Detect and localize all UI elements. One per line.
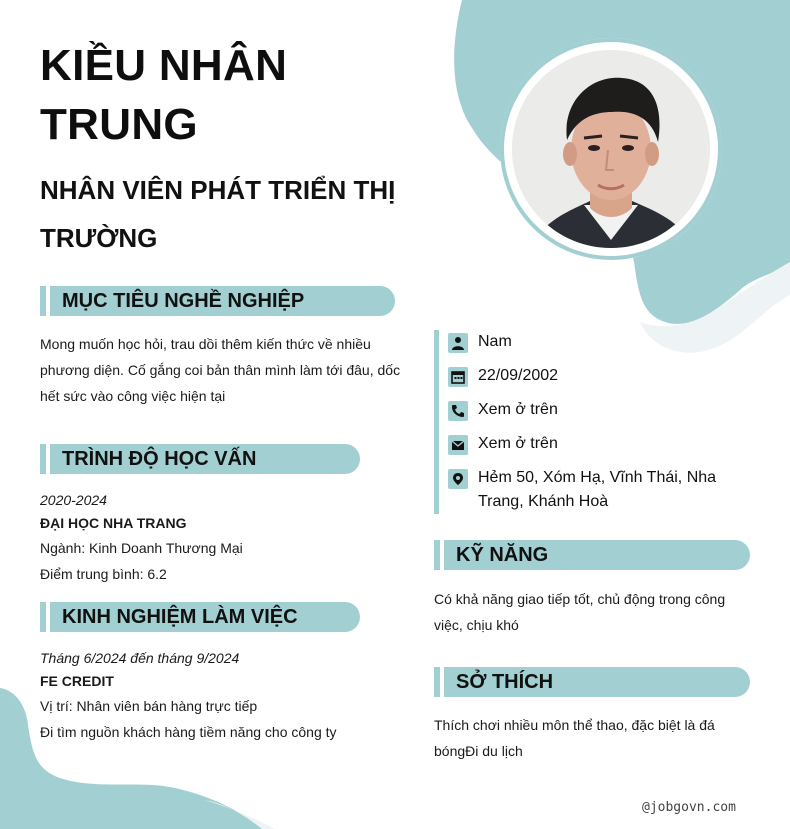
candidate-name: KIỀU NHÂN TRUNG [40, 41, 288, 149]
calendar-icon [448, 367, 468, 387]
education-period: 2020-2024 [40, 492, 107, 508]
experience-period: Tháng 6/2024 đến tháng 9/2024 [40, 650, 240, 666]
skills-heading-label: KỸ NĂNG [456, 543, 549, 566]
gender-value: Nam [478, 333, 512, 350]
contact-birthday [448, 364, 728, 388]
watermark: @jobgovn.com [642, 800, 736, 815]
profile-photo [512, 50, 710, 248]
objective-heading [40, 286, 395, 316]
contact-info [434, 330, 734, 514]
education-school: ĐẠI HỌC NHA TRANG [40, 515, 187, 531]
experience-position: Vị trí: Nhân viên bán hàng trực tiếp [40, 698, 258, 714]
hobbies-text: Thích chơi nhiều môn thể thao, đặc biệt là đá bóngĐi du lịch [434, 717, 715, 759]
hobbies-heading [434, 667, 750, 697]
address-value: Hẻm 50, Xóm Hạ, Vĩnh Thái, Nha Trang, Khánh Hoà [478, 469, 717, 510]
education-major: Ngành: Kinh Doanh Thương Mại [40, 540, 243, 556]
email-value: Xem ở trên [478, 435, 558, 452]
location-pin-icon [448, 469, 468, 489]
contact-email [448, 432, 728, 456]
mail-icon [448, 435, 468, 455]
birthday-value: 22/09/2002 [478, 367, 559, 384]
phone-icon [448, 401, 468, 421]
skills-heading [434, 540, 750, 570]
hobbies-heading-label: SỞ THÍCH [456, 670, 554, 693]
person-icon [448, 333, 468, 353]
contact-address [448, 466, 728, 514]
experience-heading-label: KINH NGHIỆM LÀM VIỆC [62, 605, 298, 628]
contact-phone [448, 398, 728, 422]
contact-gender [448, 330, 728, 354]
objective-text: Mong muốn học hỏi, trau dồi thêm kiến thức về nhiều phương diện. Cố gắng coi bản thân mình làm tới đâu, dốc hết sức vào công việc hiện tại [40, 336, 401, 404]
experience-heading [40, 602, 360, 632]
education-heading [40, 444, 360, 474]
education-gpa: Điểm trung bình: 6.2 [40, 566, 167, 582]
phone-value: Xem ở trên [478, 401, 558, 418]
experience-company: FE CREDIT [40, 673, 114, 689]
education-heading-label: TRÌNH ĐỘ HỌC VẤN [62, 447, 257, 470]
profile-photo-frame [500, 38, 722, 260]
portrait-illustration [512, 50, 710, 248]
objective-heading-label: MỤC TIÊU NGHỀ NGHIỆP [62, 289, 305, 312]
job-title: NHÂN VIÊN PHÁT TRIỂN THỊ TRƯỜNG [40, 175, 396, 253]
skills-text: Có khả năng giao tiếp tốt, chủ động trong công việc, chịu khó [434, 591, 726, 633]
experience-description: Đi tìm nguồn khách hàng tiềm năng cho công ty [40, 724, 337, 740]
